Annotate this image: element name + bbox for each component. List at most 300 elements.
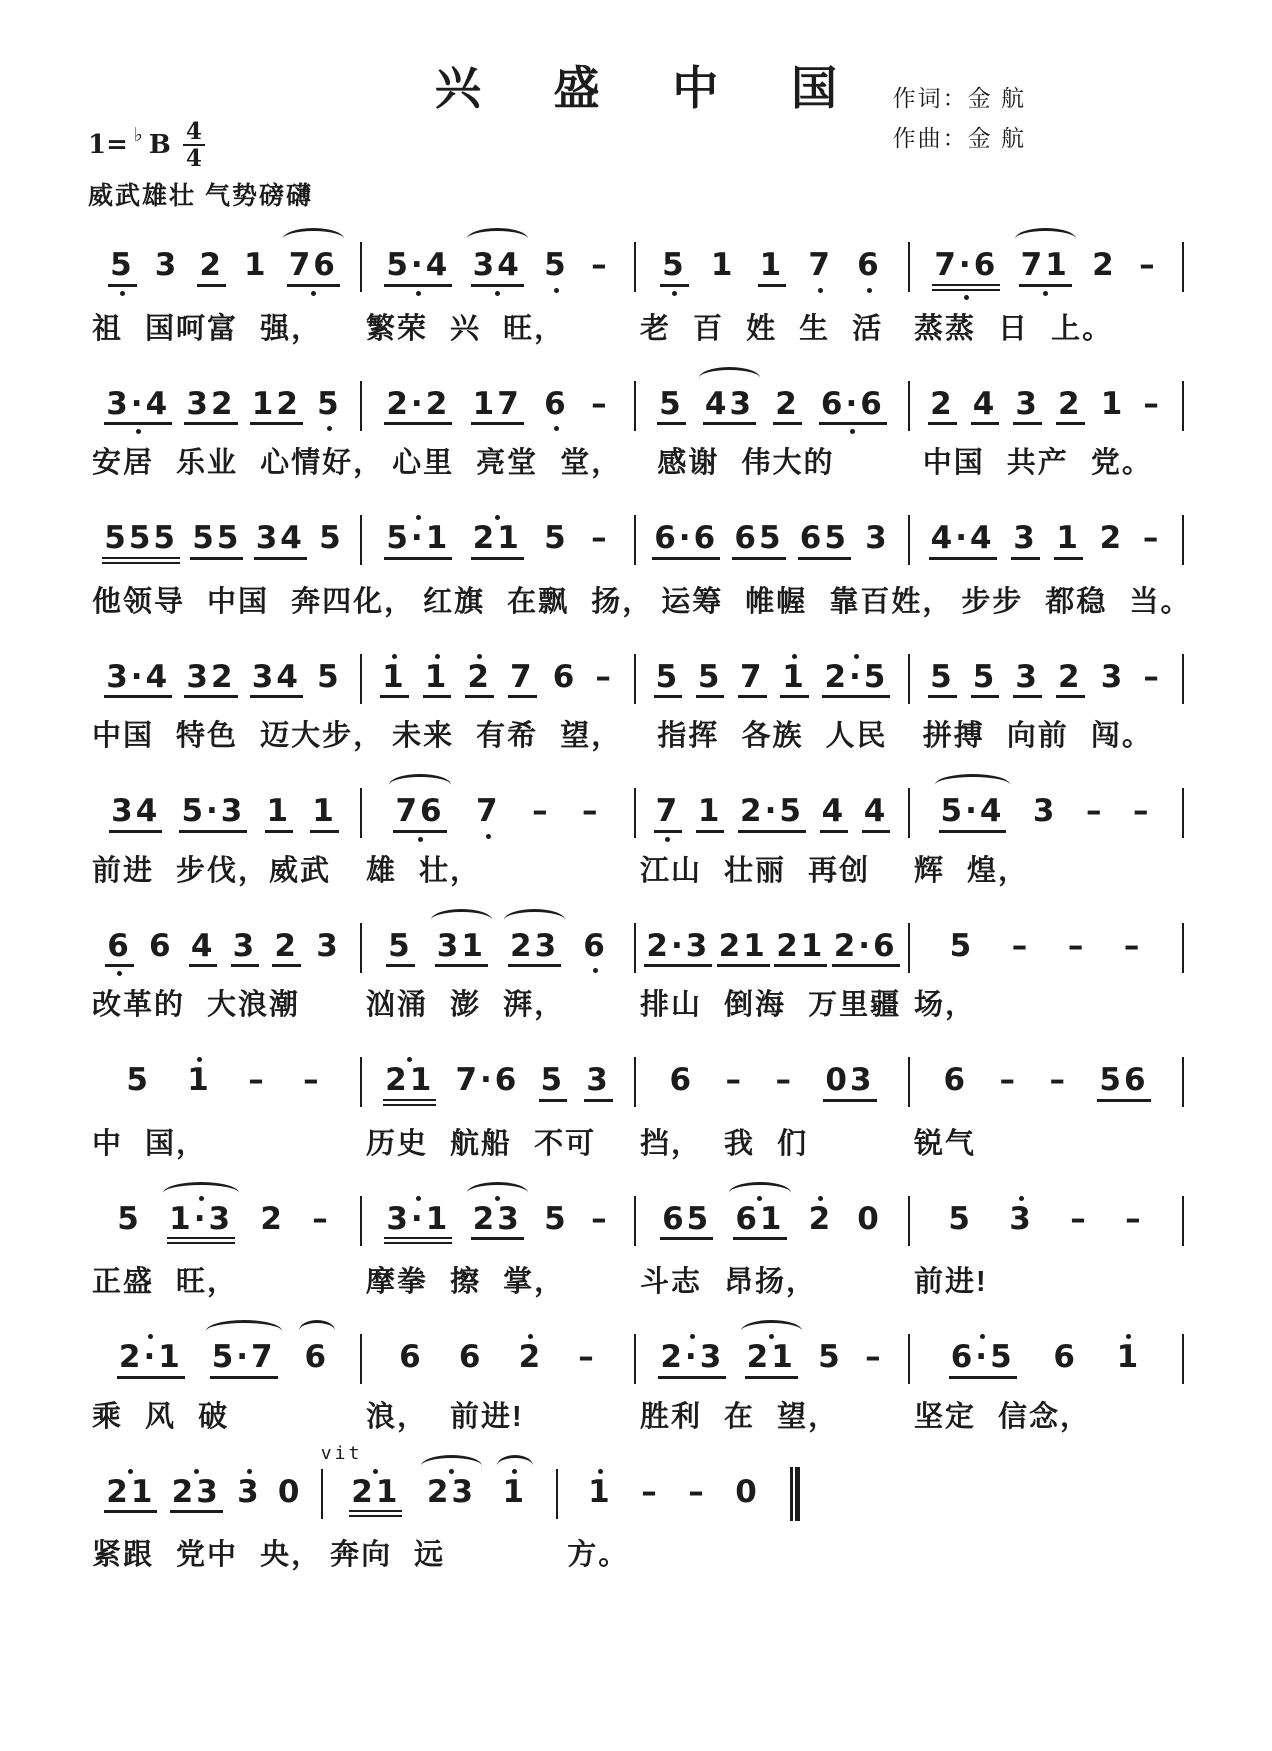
note	[929, 501, 997, 571]
octave-dot-below-slot	[120, 287, 125, 298]
note-value: 5	[386, 930, 415, 968]
note	[941, 1043, 970, 1110]
measure	[636, 501, 908, 571]
note-value: 5	[928, 661, 957, 699]
lyrics-row	[88, 1532, 800, 1573]
lyrics-row	[88, 1259, 1184, 1300]
note-value: 1	[423, 661, 452, 699]
note	[102, 501, 180, 575]
dash-note	[1141, 501, 1164, 568]
octave-dot-above-icon	[392, 654, 397, 659]
note-value: 1	[588, 1473, 613, 1510]
dash-note	[1122, 909, 1145, 976]
barline	[1182, 1334, 1184, 1384]
note	[928, 367, 957, 437]
note-value: 3	[316, 927, 341, 964]
measure	[362, 367, 634, 437]
note	[384, 367, 452, 437]
barline	[1182, 654, 1184, 704]
slur-arc-icon	[741, 1320, 802, 1331]
note-value: 5	[657, 388, 686, 426]
notes-row	[88, 228, 1184, 302]
time-numerator: 4	[183, 120, 205, 146]
note-value: 1	[244, 247, 269, 283]
octave-dot-below-slot	[1043, 287, 1048, 298]
lyrics-row	[88, 848, 1184, 889]
note	[189, 909, 218, 979]
note-value: 3	[1011, 522, 1040, 560]
slur-arc-icon	[421, 1455, 482, 1466]
note-value: 5	[544, 247, 569, 283]
note-value: –	[999, 1062, 1018, 1099]
lyric-line: 斗志 昂扬，	[640, 1266, 818, 1299]
note-value: 6	[943, 1062, 969, 1099]
note	[380, 640, 409, 710]
notes-row	[88, 1442, 800, 1529]
note	[1007, 1182, 1036, 1249]
note	[717, 909, 770, 979]
note-value: –	[1067, 927, 1087, 964]
slur-arc-icon	[389, 774, 450, 785]
octave-dot-below-slot	[486, 830, 491, 841]
note-value: 6	[399, 1339, 424, 1376]
slur-arc-icon	[504, 909, 565, 920]
octave-dot-below-icon	[665, 837, 670, 842]
note-value: –	[595, 658, 614, 695]
lyric-line: 排山 倒海 万里疆	[640, 989, 902, 1022]
lyric-line: 乘 风 破	[92, 1400, 230, 1433]
note-value: –	[1086, 793, 1105, 830]
lyric-line: 江山 壮丽 再创	[640, 854, 871, 887]
note	[453, 1043, 521, 1110]
note-value: 17	[471, 388, 524, 426]
note-value: 5	[818, 1339, 843, 1376]
octave-dot-below-icon	[486, 834, 491, 839]
note-value: 5	[317, 385, 342, 422]
tempo-marking: 威武雄壮 气势磅礴	[88, 182, 313, 210]
lyric-line: 未来 有希 望，	[392, 720, 623, 753]
system	[88, 1442, 1184, 1574]
note-value: 3	[584, 1064, 613, 1102]
note	[657, 367, 686, 437]
notes-row	[88, 909, 1184, 979]
note-value: 3	[1100, 658, 1126, 695]
measure	[910, 367, 1182, 437]
note	[738, 774, 806, 844]
note-value: 3	[1013, 661, 1042, 699]
dash-note	[723, 1043, 746, 1110]
note-value: 03	[823, 1064, 876, 1102]
dash-note	[1131, 774, 1154, 841]
lyrics-row	[88, 982, 1184, 1023]
note-value: –	[1133, 793, 1152, 830]
note-value: 31	[435, 930, 488, 968]
note-value: 4	[971, 388, 1000, 426]
note-value: 6	[105, 930, 134, 968]
note	[539, 1043, 568, 1113]
slur-arc-icon	[1015, 228, 1076, 239]
note-value: 6·6	[819, 388, 887, 426]
note-value: 23	[471, 1203, 524, 1241]
lyric-line: 指挥 各族 人民	[657, 720, 888, 753]
note	[303, 1320, 332, 1387]
dash-note	[773, 1043, 796, 1110]
lyric-line: 心里 亮堂 堂，	[392, 447, 623, 480]
note-value: –	[1143, 658, 1162, 695]
note-value: 6	[583, 927, 608, 964]
lyric-line: 中 国，	[92, 1127, 208, 1160]
measure	[362, 501, 634, 571]
lyric-line: 历史 航船 不可	[366, 1127, 597, 1160]
note-value: 21	[774, 930, 827, 968]
lyric-line: 红旗 在飘 扬，	[423, 585, 654, 618]
note	[425, 1455, 478, 1522]
note-value: 5	[539, 1064, 568, 1102]
note-value: 3	[1013, 388, 1042, 426]
note-value: 4	[862, 795, 891, 833]
octave-dot-below-icon	[117, 971, 122, 976]
note	[1054, 501, 1083, 571]
octave-dot-below-slot	[495, 287, 500, 298]
note	[971, 367, 1000, 437]
dash-note	[1141, 367, 1164, 434]
note	[517, 1320, 546, 1387]
note-value: 1	[187, 1062, 212, 1099]
measure	[910, 774, 1182, 844]
note	[745, 1320, 798, 1390]
note-value: 5	[319, 520, 344, 557]
note	[1011, 501, 1040, 571]
note	[465, 640, 494, 710]
note-value: 3	[237, 1473, 262, 1510]
note-value: 5·4	[384, 249, 452, 287]
note	[862, 774, 891, 844]
measure	[910, 909, 1182, 976]
note-value: 3	[231, 930, 260, 968]
note	[586, 1455, 615, 1522]
note	[820, 774, 849, 844]
note-value: –	[591, 520, 610, 557]
note-value: 5·3	[179, 795, 247, 833]
dash-note	[1047, 1043, 1070, 1110]
note	[184, 640, 237, 710]
note	[317, 501, 346, 568]
note-value: 3·4	[104, 388, 172, 426]
note	[773, 367, 802, 437]
dash-note	[1137, 228, 1160, 295]
note-value: 61	[733, 1203, 786, 1241]
note-value: 2·6	[832, 930, 900, 968]
note	[349, 1455, 402, 1529]
note-value: 3	[154, 247, 180, 283]
dash-note	[863, 1320, 886, 1387]
octave-dot-below-slot	[554, 422, 559, 433]
note-value: 71	[1019, 249, 1072, 287]
rest-note	[855, 1182, 884, 1249]
note	[1056, 640, 1085, 710]
note	[471, 501, 524, 571]
note-value: 1	[310, 795, 339, 833]
note-value: 6	[304, 1339, 330, 1376]
note	[855, 228, 884, 295]
note	[758, 228, 787, 298]
note	[471, 228, 524, 298]
note-value: –	[1125, 1200, 1144, 1237]
song-title: 兴 盛 中 国	[434, 62, 868, 114]
note-value: 1	[1054, 522, 1083, 560]
note	[1090, 228, 1119, 295]
note	[147, 909, 176, 976]
dash-note	[589, 228, 612, 295]
note-value: 5	[117, 1200, 142, 1237]
measure	[636, 640, 908, 710]
note	[179, 774, 247, 844]
note-value: –	[303, 1062, 322, 1099]
note-value: –	[1070, 1200, 1089, 1237]
note-value: 2	[1056, 388, 1085, 426]
note	[287, 228, 340, 298]
octave-dot-below-slot	[665, 833, 670, 844]
lyric-line: 安居 乐业 心情好，	[92, 447, 385, 480]
note	[250, 640, 303, 710]
slur-arc-icon	[467, 1182, 528, 1193]
note	[314, 909, 343, 976]
note-value: 2	[518, 1339, 544, 1376]
lyrics-row	[88, 579, 1192, 620]
note	[696, 774, 725, 844]
dash-note	[589, 367, 612, 434]
octave-dot-below-icon	[1043, 291, 1048, 296]
note-value: 5	[108, 249, 137, 287]
note-value: 7	[508, 661, 537, 699]
measure	[88, 367, 360, 437]
note	[542, 501, 571, 568]
key-letter: B	[148, 130, 171, 160]
notes-row	[88, 1043, 1184, 1117]
barline	[1182, 1196, 1184, 1246]
note-value: –	[532, 793, 551, 830]
note	[928, 640, 957, 710]
note	[946, 1182, 975, 1249]
note	[939, 774, 1007, 844]
lyrics-row	[88, 306, 1184, 347]
note-value: 34	[471, 249, 524, 287]
lyric-line: 奔向 远	[330, 1539, 446, 1572]
measure	[362, 1043, 634, 1117]
note	[105, 909, 134, 979]
note-value: –	[1011, 927, 1031, 964]
note	[1019, 228, 1072, 298]
measure	[88, 1043, 360, 1110]
note-value: 76	[287, 249, 340, 287]
composer-credit: 作曲：金 航	[892, 125, 1026, 152]
note-value: –	[865, 1339, 884, 1376]
lyric-line: 他领导 中国 奔四化，	[92, 585, 416, 618]
dash-note	[639, 1455, 662, 1522]
note	[104, 367, 172, 437]
note-value: 7	[808, 247, 833, 283]
measure	[910, 1043, 1182, 1113]
measure	[88, 774, 360, 844]
lyric-line: 摩拳 擦 掌，	[366, 1266, 566, 1299]
dash-note	[589, 1182, 612, 1249]
note-value: 0	[277, 1473, 303, 1510]
barline	[1182, 242, 1184, 292]
note-value: 1	[502, 1473, 528, 1510]
lyric-line: 祖 国呵富 强，	[92, 312, 323, 345]
measure	[362, 640, 634, 710]
slur-arc-icon	[497, 1455, 534, 1466]
dash-note	[686, 1455, 709, 1522]
note	[542, 1182, 571, 1249]
octave-dot-below-slot	[554, 284, 559, 295]
barline	[1182, 515, 1184, 565]
note-value: 0	[735, 1473, 760, 1510]
note-value: 4	[189, 930, 218, 968]
notes-row	[88, 774, 1184, 844]
note	[272, 909, 301, 979]
note-value: 34	[254, 522, 307, 560]
note-value: 1	[710, 247, 736, 283]
octave-dot-below-icon	[495, 291, 500, 296]
note-value: –	[1143, 385, 1162, 422]
note	[104, 640, 172, 710]
note-value: 5	[544, 1200, 569, 1237]
note	[658, 1320, 726, 1390]
measure	[362, 1320, 634, 1387]
dash-note	[310, 1182, 333, 1249]
dash-note	[576, 1320, 599, 1387]
lyric-line: 前进!	[914, 1266, 988, 1299]
note-value: –	[1049, 1062, 1068, 1099]
measure	[88, 909, 360, 979]
measure	[88, 1182, 360, 1256]
note-value: 5·7	[210, 1341, 278, 1379]
octave-dot-below-icon	[867, 288, 872, 293]
octave-dot-below-icon	[554, 426, 559, 431]
measure	[362, 774, 634, 844]
note	[1031, 774, 1060, 841]
octave-dot-below-icon	[136, 429, 141, 434]
note-value: –	[591, 247, 610, 283]
dash-note	[1084, 774, 1107, 841]
note	[235, 1455, 264, 1522]
note-value: 2	[465, 661, 494, 699]
note-value: 7	[476, 793, 501, 830]
note	[170, 1455, 223, 1525]
slur-arc-icon	[206, 1320, 282, 1331]
octave-dot-below-icon	[327, 426, 332, 431]
barline	[1182, 1057, 1184, 1107]
note	[932, 228, 1000, 302]
note-value: 2	[1092, 247, 1117, 283]
time-denominator: 4	[185, 145, 202, 172]
note	[474, 774, 503, 841]
slur-arc-icon	[431, 909, 492, 920]
note-value: 55	[190, 522, 243, 560]
note-value: 21	[717, 930, 770, 968]
note-value: 2	[773, 388, 802, 426]
note-value: 5	[949, 927, 975, 964]
key-prefix: 1=	[88, 130, 128, 160]
note-value: 1	[780, 661, 809, 699]
note-value: 7·6	[932, 249, 1000, 291]
lyric-line: 蒸蒸 日 上。	[914, 312, 1114, 345]
note	[1051, 1320, 1080, 1387]
measure	[910, 1182, 1182, 1249]
note	[384, 1182, 452, 1256]
note	[190, 501, 243, 571]
note	[863, 501, 892, 568]
note-value: 32	[184, 661, 237, 699]
note	[780, 640, 809, 710]
lyric-line: 感谢 伟大的	[657, 447, 835, 480]
octave-dot-below-icon	[964, 295, 969, 300]
note	[660, 1182, 713, 1252]
time-signature	[183, 120, 205, 170]
note-value: 76	[393, 795, 446, 833]
note	[696, 640, 725, 710]
system	[88, 367, 1184, 482]
note-value: 21	[471, 522, 524, 560]
note	[501, 1455, 530, 1522]
note	[167, 1182, 235, 1256]
slur-arc-icon	[283, 228, 344, 239]
octave-dot-below-icon	[850, 429, 855, 434]
lyric-line: 步步 都稳 当。	[961, 585, 1192, 618]
note	[471, 367, 524, 437]
note	[1099, 640, 1128, 707]
note	[383, 1043, 436, 1117]
note-value: 56	[1097, 1064, 1150, 1102]
dash-note	[246, 1043, 269, 1110]
note	[384, 228, 452, 298]
note	[210, 1320, 278, 1390]
lyric-line: 方。	[567, 1539, 630, 1572]
note-value: –	[591, 385, 610, 422]
note-value: 4·4	[929, 522, 997, 560]
note-value: 2·3	[644, 930, 712, 968]
note	[774, 909, 827, 979]
note-value: 5	[544, 520, 569, 557]
note	[250, 367, 303, 437]
note-value: 65	[798, 522, 851, 560]
note-value: 5·4	[939, 795, 1007, 833]
system	[88, 228, 1184, 347]
system	[88, 774, 1184, 889]
note	[153, 228, 182, 295]
notes-row	[88, 367, 1184, 437]
measure	[88, 640, 360, 710]
octave-dot-above-icon	[477, 654, 482, 659]
note-value: 21	[745, 1341, 798, 1379]
dash-note	[997, 1043, 1020, 1110]
note-value: –	[775, 1062, 794, 1099]
note	[104, 1455, 157, 1525]
note-value: 21	[104, 1476, 157, 1514]
lyric-line: 前进 步伐，威武	[92, 854, 332, 887]
note	[471, 1182, 524, 1252]
octave-dot-below-icon	[672, 291, 677, 296]
note-value: 1	[1116, 1339, 1142, 1376]
note-value: 1	[380, 661, 409, 699]
measure	[910, 228, 1182, 302]
note-value: 2	[928, 388, 957, 426]
note-value: 21	[383, 1064, 436, 1106]
measure	[88, 1320, 360, 1390]
note	[949, 1320, 1017, 1390]
measure	[558, 1455, 791, 1522]
